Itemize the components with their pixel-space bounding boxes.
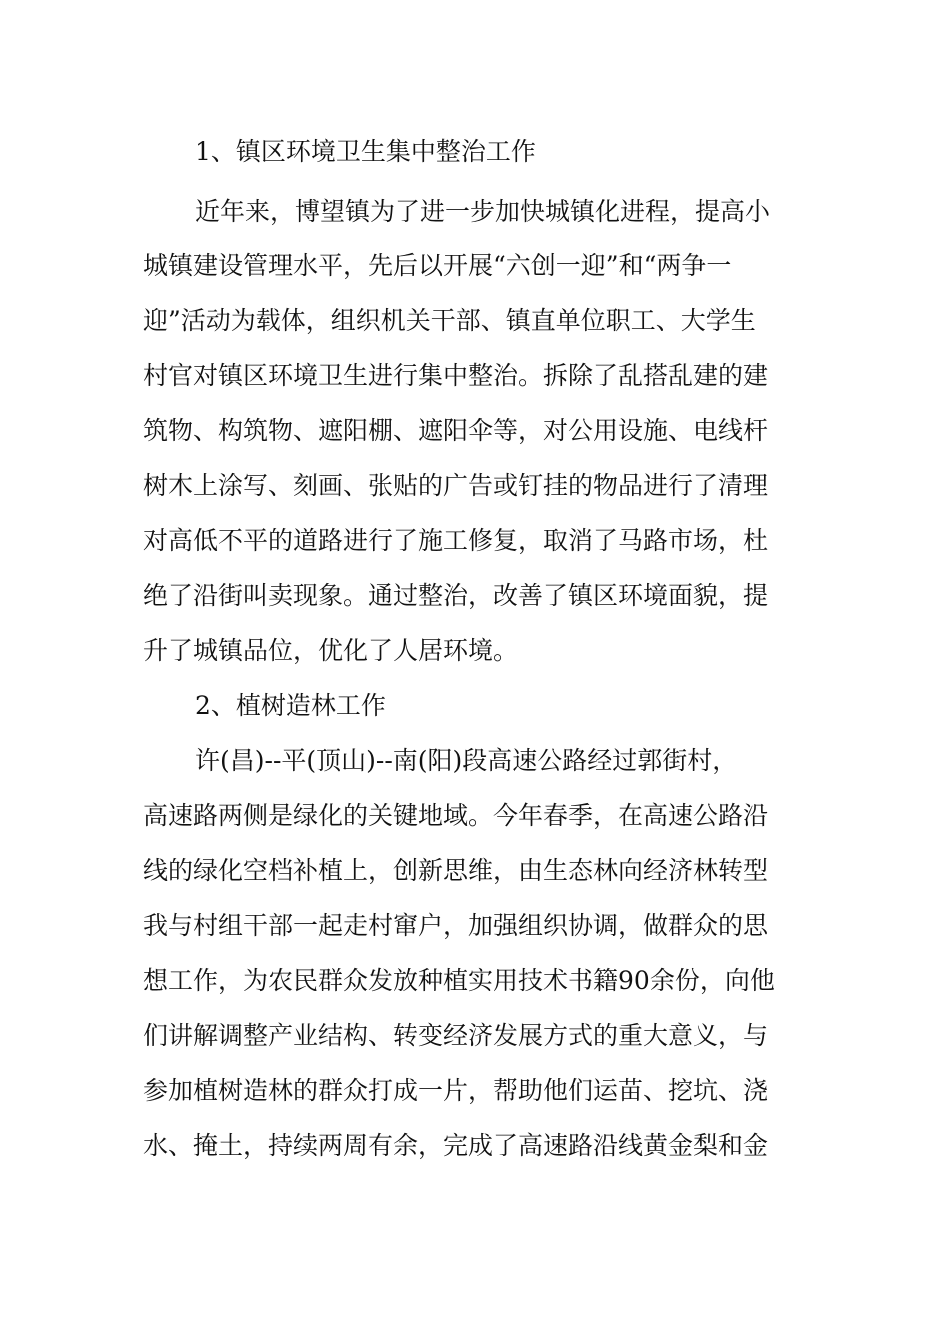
paragraph-line: 水、掩土，持续两周有余，完成了高速路沿线黄金梨和金 xyxy=(143,1131,769,1160)
paragraph-line: 线的绿化空档补植上，创新思维，由生态林向经济林转型 xyxy=(143,856,769,885)
paragraph-line: 筑物、构筑物、遮阳棚、遮阳伞等，对公用设施、电线杆 xyxy=(143,416,769,445)
paragraph-line: 高速路两侧是绿化的关键地域。今年春季，在高速公路沿 xyxy=(143,801,769,830)
paragraph-line: 树木上涂写、刻画、张贴的广告或钉挂的物品进行了清理 xyxy=(143,471,769,500)
section-heading-1: 1、镇区环境卫生集中整治工作 xyxy=(195,137,536,166)
paragraph-line: 许(昌)--平(顶山)--南(阳)段高速公路经过郭街村， xyxy=(195,746,738,775)
paragraph-line: 们讲解调整产业结构、转变经济发展方式的重大意义，与 xyxy=(143,1021,769,1050)
paragraph-line: 迎”活动为载体，组织机关干部、镇直单位职工、大学生 xyxy=(143,306,756,335)
paragraph-line: 我与村组干部一起走村窜户，加强组织协调，做群众的思 xyxy=(143,911,769,940)
paragraph-line: 对高低不平的道路进行了施工修复，取消了马路市场，杜 xyxy=(143,526,769,555)
paragraph-line: 近年来，博望镇为了进一步加快城镇化进程，提高小 xyxy=(195,197,771,226)
paragraph-line: 升了城镇品位，优化了人居环境。 xyxy=(143,636,519,665)
section-heading-2: 2、植树造林工作 xyxy=(195,691,386,720)
paragraph-line: 城镇建设管理水平，先后以开展“六创一迎”和“两争一 xyxy=(143,251,732,280)
paragraph-line: 绝了沿街叫卖现象。通过整治，改善了镇区环境面貌，提 xyxy=(143,581,769,610)
paragraph-line: 村官对镇区环境卫生进行集中整治。拆除了乱搭乱建的建 xyxy=(143,361,769,390)
paragraph-line: 想工作，为农民群众发放种植实用技术书籍90余份，向他 xyxy=(143,966,775,995)
paragraph-line: 参加植树造林的群众打成一片，帮助他们运苗、挖坑、浇 xyxy=(143,1076,769,1105)
